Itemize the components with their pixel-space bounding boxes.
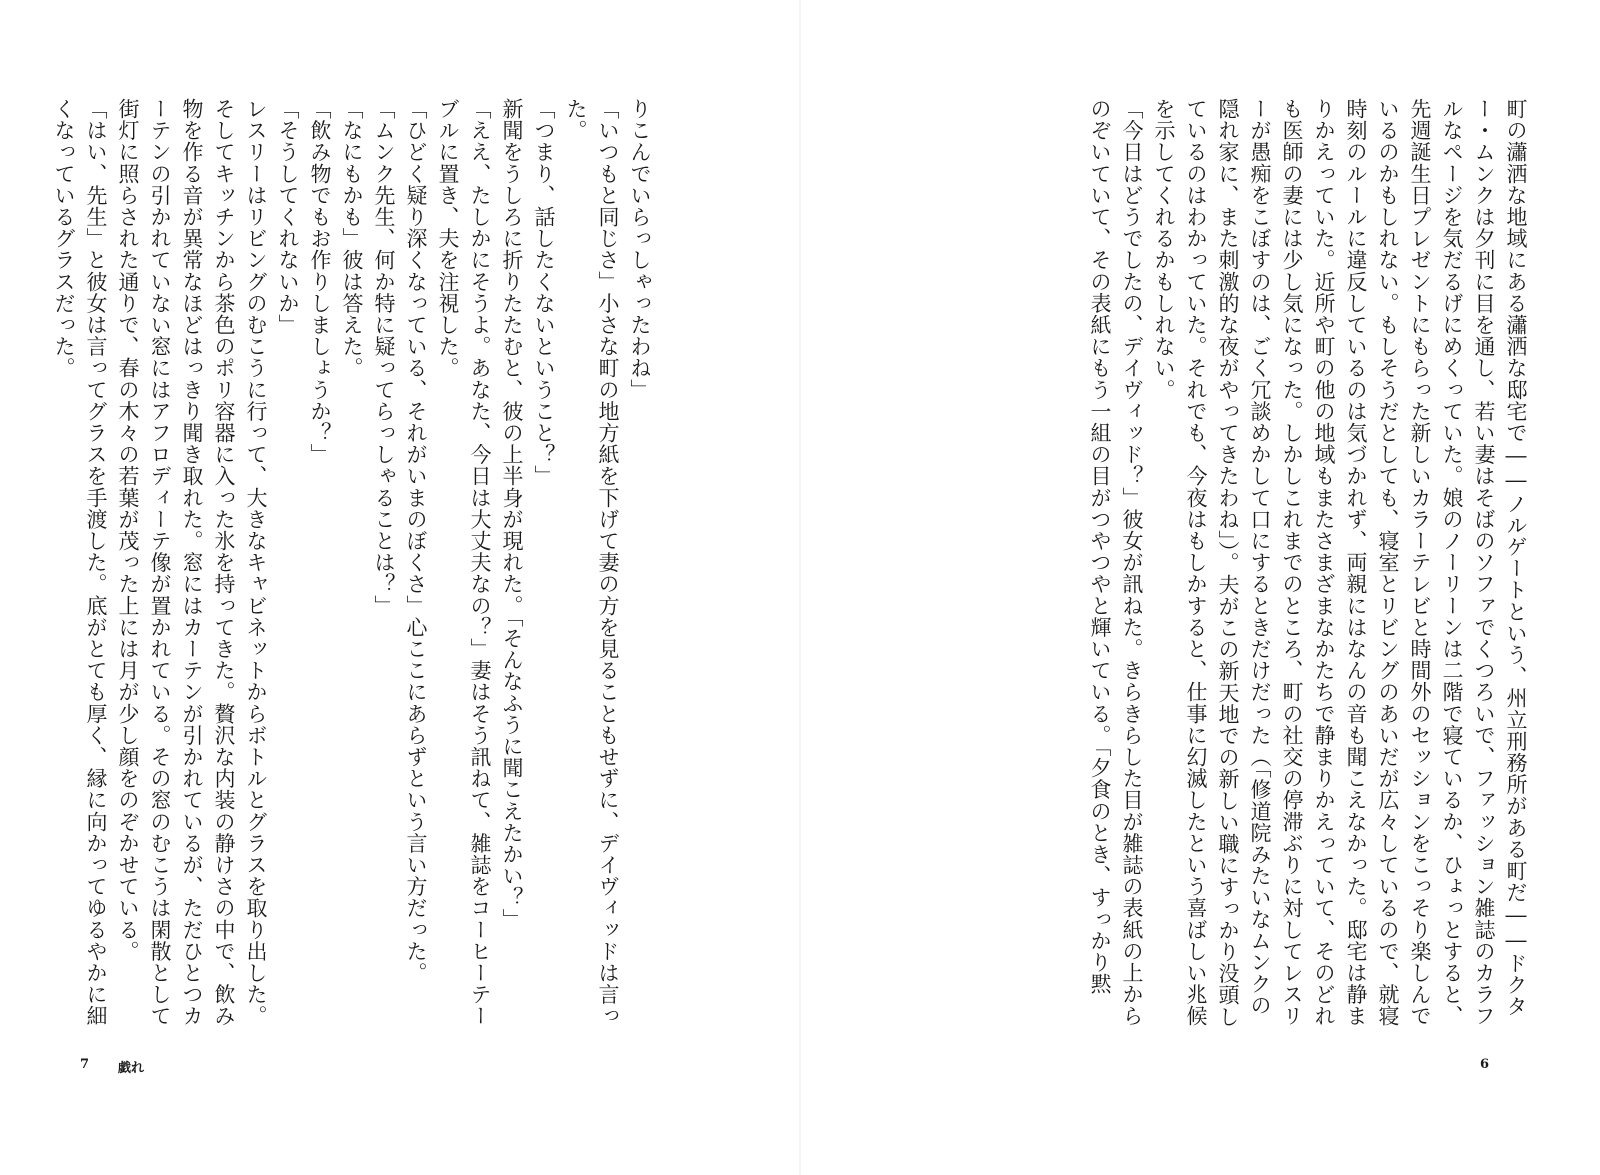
text-line: 「いつもと同じさ」小さな町の地方紙を下げて妻の方を見ることもせずに、デイヴィッドは言っ [596,98,620,1027]
text-line: そしてキッチンから茶色のポリ容器に入った氷を持ってきた。贅沢な内装の静けさの中で、飲み [212,98,236,1027]
text-line: 時刻のルールに違反しているのは気づかれず、両親にはなんの音も聞こえなかった。邸宅は静ま [1344,98,1368,1027]
text-line: りかえっていた。近所や町の他の地域もまたさまざまなかたちで静まりかえっていて、そのどれ [1312,98,1336,1027]
text-line: のぞいていて、その表紙にもう一組の目がつやつやと輝いている。「夕食のとき、すっかり黙 [1088,98,1112,995]
text-line: いるのかもしれない。もしそうだとしても、寝室とリビングのあいだが広々しているので、就寝 [1376,98,1400,1027]
text-line: 「ひどく疑り深くなっている、それがいまのぼくさ」心ここにあらずという言い方だった。 [404,98,428,984]
page-number: 7 [80,1057,90,1072]
text-line: ているのはわかっていた。それでも、今夜はもしかすると、仕事に幻滅したという喜ばしい兆候 [1184,98,1208,1027]
text-line: も医師の妻には少し気になった。しかしこれまでのところ、町の社交の停滞ぶりに対してレスリ [1280,98,1304,1027]
text-line: 物を作る音が異常なほどはっきり聞き取れた。窓にはカーテンが引かれているが、ただひとつカ [180,98,204,1027]
text-line: 新聞をうしろに折りたたむと、彼の上半身が現れた。「そんなふうに聞こえたかい？」 [500,98,524,930]
running-head: 戯れ [118,1061,145,1076]
text-line: を示してくれるかもしれない。 [1152,98,1176,401]
page-number: 6 [1480,1057,1490,1072]
text-line: 先週誕生日プレゼントにもらった新しいカラーテレビと時間外のセッションをこっそり楽しんで [1408,98,1432,1027]
right-page-body [872,98,1532,1028]
left-page-body [52,98,656,1027]
text-line: りこんでいらっしゃったわね」 [628,98,652,401]
text-line: 「つまり、話したくないということ？」 [532,98,556,487]
text-line: た。 [564,98,588,142]
text-line: ー・ムンクは夕刊に目を通し、若い妻はそばのソファでくつろいで、ファッション雑誌のカラフ [1472,98,1496,1027]
text-line: くなっているグラスだった。 [52,98,76,379]
text-line: ルなページを気だるげにめくっていた。娘のノーリーンは二階で寝ているか、ひょっとすると、 [1440,98,1464,1027]
text-line: 「飲み物でもお作りしましょうか？」 [308,98,332,466]
text-line: 「はい、先生」と彼女は言ってグラスを手渡した。底がとても厚く、縁に向かってゆるやかに細 [84,98,108,1027]
text-line: レスリーはリビングのむこうに行って、大きなキャビネットからボトルとグラスを取り出した。 [244,98,268,1027]
text-line: ーが愚痴をこぼすのは、ごく冗談めかして口にするときだけだった（「修道院みたいなムンクの [1248,98,1272,1017]
right-page [800,0,1600,1175]
text-line: ーテンの引かれていない窓にはアフロディーテ像が置かれている。その窓のむこうは閑散として [148,98,172,1027]
text-line: 「ええ、たしかにそうよ。あなた、今日は大丈夫なの？」妻はそう訊ねて、雑誌をコーヒーテー [468,98,492,1027]
text-line: ブルに置き、夫を注視した。 [436,98,460,379]
text-line: 「なにもかも」彼は答えた。 [340,98,364,379]
text-line: 街灯に照らされた通りで、春の木々の若葉が茂った上には月が少し顔をのぞかせている。 [116,98,140,962]
text-line: 町の瀟洒な地域にある瀟洒な邸宅で――ノルゲートという、州立刑務所がある町だ――ドクタ [1504,98,1528,1018]
text-line: 「今日はどうでしたの、デイヴィッド？」彼女が訊ねた。きらきらした目が雑誌の表紙の上から [1120,98,1144,1027]
text-line: 「ムンク先生、何か特に疑ってらっしゃることは？」 [372,98,396,617]
text-line: 隠れ家に、また刺激的な夜がやってきたわね」）。夫がこの新天地での新しい職にすっかり没頭し [1216,98,1240,1028]
text-line: 「そうしてくれないか」 [276,98,300,336]
